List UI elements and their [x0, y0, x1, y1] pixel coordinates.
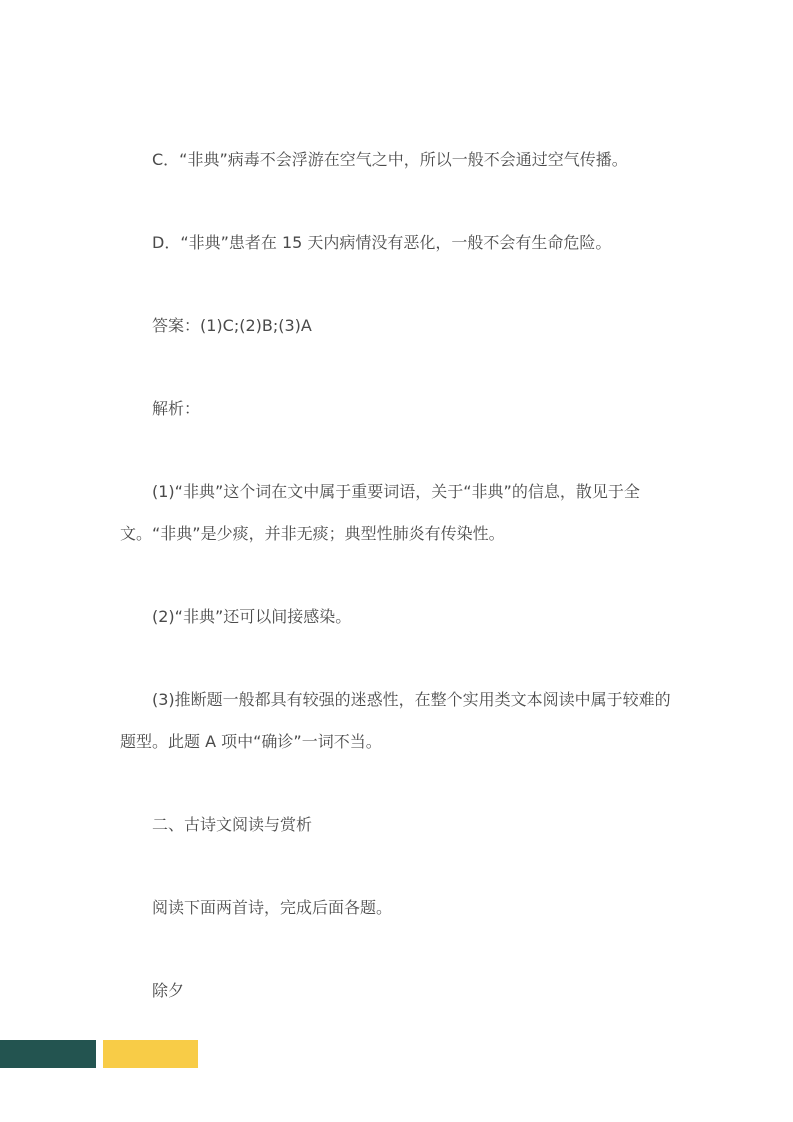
footer-bar-dark — [0, 1040, 96, 1068]
instruction-text: 阅读下面两首诗，完成后面各题。 — [152, 898, 393, 917]
analysis-2-text: (2)“非典”还可以间接感染。 — [152, 607, 352, 626]
analysis-heading: 解析： — [152, 399, 201, 418]
option-c-text: C．“非典”病毒不会浮游在空气之中，所以一般不会通过空气传播。 — [152, 150, 628, 169]
analysis-3-text: (3)推断题一般都具有较强的迷惑性，在整个实用类文本阅读中属于较难的题型。此题 A 项中“确诊”一词不当。 — [120, 690, 671, 751]
option-d-text: D．“非典”患者在 15 天内病情没有恶化，一般不会有生命危险。 — [152, 233, 612, 252]
poem-title: 除夕 — [152, 981, 185, 1000]
footer-bar-yellow — [103, 1040, 198, 1068]
analysis-1-text: (1)“非典”这个词在文中属于重要词语，关于“非典”的信息，散见于全文。“非典”是少痰，并非无痰；典型性肺炎有传染性。 — [120, 482, 640, 543]
answer-text: 答案：(1)C;(2)B;(3)A — [152, 316, 312, 335]
section-title: 二、古诗文阅读与赏析 — [152, 815, 313, 834]
